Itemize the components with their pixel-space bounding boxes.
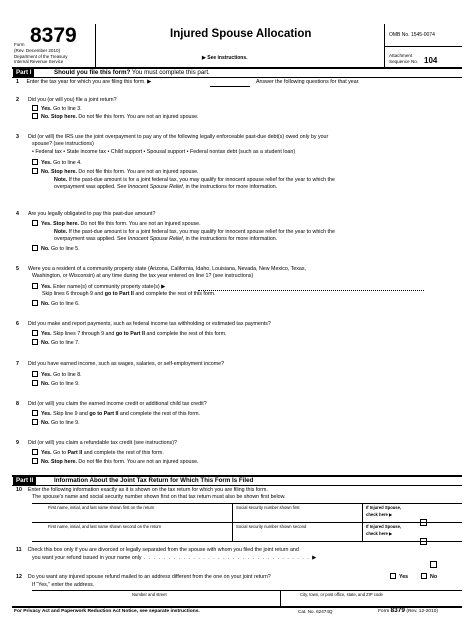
line11-text2: you want your refund issued in your name only . . . . . . . . . . . . . . . . . . . . . . . . . . . . . . . . . . ▶ — [32, 555, 318, 561]
footer-form: Form 8379 (Rev. 12-2010) — [378, 607, 438, 614]
table-mid — [32, 522, 462, 523]
line4-no-checkbox[interactable] — [32, 245, 38, 251]
cat-number: Cat. No. 62474Q — [298, 609, 333, 614]
line5-skip: Skip lines 6 through 9 and go to Part II and complete the rest of this form. — [42, 291, 216, 297]
line10-text1: 10 Enter the following information exactly as it is shown on the tax return for which you are filing this form. — [16, 487, 268, 493]
line9-no-checkbox[interactable] — [32, 458, 38, 464]
table-col-check — [362, 503, 363, 541]
line12-yes-checkbox[interactable] — [390, 573, 396, 579]
part1-label: Part I — [13, 69, 34, 77]
line2-yes[interactable]: Yes. Go to line 3. — [32, 105, 82, 112]
line1: 1 Enter the tax year for which you are filing this form. ▶ — [16, 79, 152, 85]
line9-no[interactable]: No. Stop here. Do not file this form. You are not an injured spouse. — [32, 458, 199, 465]
part1-rule — [12, 77, 462, 78]
line12-no[interactable]: No — [421, 573, 437, 580]
table-top — [32, 503, 462, 504]
privacy-notice: For Privacy Act and Paperwork Reduction Act Notice, see separate instructions. — [14, 609, 200, 614]
line5-yes[interactable]: Yes. Enter name(s) of community property state(s) ▶ — [32, 283, 165, 290]
line8-yes-checkbox[interactable] — [32, 410, 38, 416]
header-divider-left — [95, 24, 96, 67]
line3-yes-checkbox[interactable] — [32, 159, 38, 165]
line8-no-checkbox[interactable] — [32, 419, 38, 425]
line3-debts: • Federal tax • State income tax • Child support • Spousal support • Federal nontax debt (such as a student loan) — [32, 149, 296, 155]
line5-no[interactable]: No. Go to line 6. — [32, 300, 80, 307]
line4-yes-checkbox[interactable] — [32, 220, 38, 226]
injured-second-label2: check here ▶ — [366, 531, 393, 536]
city-label: City, town, or post office, state, and ZIP code — [300, 592, 383, 597]
rev-date: (Rev. December 2010) — [14, 48, 61, 53]
table-bottom — [32, 541, 462, 542]
line3-no-checkbox[interactable] — [32, 168, 38, 174]
line3-note2: overpayment was applied. See Innocent Spouse Relief, in the instructions for more information. — [54, 184, 278, 190]
name-second-label: First name, initial, and last name shown second on the return — [48, 524, 162, 529]
omb-divider — [384, 46, 462, 47]
city-input[interactable] — [281, 597, 462, 606]
table-col-ssn — [232, 503, 233, 541]
street-input[interactable] — [32, 597, 280, 606]
line7-no-checkbox[interactable] — [32, 380, 38, 386]
line11-text1: 11 Check this box only if you are divorced or legally separated from the spouse with whom you filed the joint return and — [16, 547, 299, 553]
see-instructions: ▶ See instructions. — [202, 55, 248, 61]
line5-yes-checkbox[interactable] — [32, 283, 38, 289]
line6-no[interactable]: No. Go to line 7. — [32, 339, 80, 346]
irs-text: Internal Revenue Service — [14, 59, 64, 64]
line9-question: 9 Did (or will) you claim a refundable tax credit (see instructions)? — [16, 440, 177, 446]
address-top — [32, 590, 462, 591]
line5-no-checkbox[interactable] — [32, 300, 38, 306]
part2-rule — [12, 485, 462, 486]
omb-number: OMB No. 1545-0074 — [389, 32, 435, 38]
line9-yes-checkbox[interactable] — [32, 449, 38, 455]
sequence-label: Sequence No. — [389, 59, 419, 64]
line7-no[interactable]: No. Go to line 9. — [32, 380, 80, 387]
street-label: Number and street — [132, 592, 167, 597]
form-title: Injured Spouse Allocation — [170, 28, 312, 40]
part2-title: Information About the Joint Tax Return for Which This Form Is Filed — [54, 477, 254, 484]
line8-no[interactable]: No. Go to line 9. — [32, 419, 80, 426]
line12-no-checkbox[interactable] — [421, 573, 427, 579]
line4-note2: overpayment was applied. See Innocent Spouse Relief, in the instructions for more information. — [54, 236, 278, 242]
injured-first-checkbox[interactable] — [420, 512, 430, 530]
line5-q1: 5 Were you a resident of a community property state (Arizona, California, Idaho, Louisiana, Nevada, New Mexico, Texas, — [16, 266, 306, 272]
line2-yes-checkbox[interactable] — [32, 105, 38, 111]
injured-first-label1: If Injured Spouse, — [366, 505, 402, 510]
line10-text2: The spouse's name and social security number shown first on that tax return must also be shown first below. — [32, 494, 286, 500]
part2-label: Part II — [13, 477, 36, 485]
ssn-second-label: Social security number shown second — [236, 524, 307, 529]
dept-text: Department of the Treasury — [14, 54, 68, 59]
line12-yes[interactable]: Yes — [390, 573, 408, 580]
line3-note1: Note. If the past-due amount is for a joint federal tax, you may qualify for innocent spouse relief for the year to which the — [54, 177, 335, 183]
part1-title: Should you file this form? You must complete this part. — [54, 69, 210, 76]
injured-first-label2: check here ▶ — [366, 512, 393, 517]
injured-second-label1: If Injured Spouse, — [366, 524, 402, 529]
injured-second-checkbox[interactable] — [420, 531, 430, 549]
line8-question: 8 Did (or will) you claim the earned income credit or additional child tax credit? — [16, 401, 207, 407]
line8-yes[interactable]: Yes. Skip line 9 and go to Part II and complete the rest of this form. — [32, 410, 200, 417]
line9-yes[interactable]: Yes. Go to Part II and complete the rest of this form. — [32, 449, 164, 456]
line4-no[interactable]: No. Go to line 5. — [32, 245, 80, 252]
tax-year-input[interactable] — [210, 86, 250, 87]
line7-yes-checkbox[interactable] — [32, 371, 38, 377]
line11-checkbox[interactable] — [430, 554, 440, 572]
line6-no-checkbox[interactable] — [32, 339, 38, 345]
line6-yes[interactable]: Yes. Skip lines 7 through 9 and go to Part II and complete the rest of this form. — [32, 330, 227, 337]
line2-question: 2 Did you (or will you) file a joint return? — [16, 97, 117, 103]
line1-after: Answer the following questions for that year. — [256, 79, 360, 85]
line3-no[interactable]: No. Stop here. Do not file this form. You are not an injured spouse. — [32, 168, 199, 175]
form-word: Form — [14, 42, 25, 47]
ssn-first-label: Social security number shown first — [236, 505, 300, 510]
line4-question: 4 Are you legally obligated to pay this past-due amount? — [16, 211, 156, 217]
line2-no-checkbox[interactable] — [32, 113, 38, 119]
line6-question: 6 Did you make and report payments, such as federal income tax withholding or estimated tax payments? — [16, 321, 271, 327]
line3-yes[interactable]: Yes. Go to line 4. — [32, 159, 82, 166]
form-number: 8379 — [30, 24, 77, 47]
line5-q2: Washington, or Wisconsin) at any time during the tax year entered on line 1? (see instructions) — [32, 273, 254, 279]
line4-note1: Note. If the past-due amount is for a joint federal tax, you may qualify for innocent spouse relief for the year to which the — [54, 229, 335, 235]
line12-text2: If “Yes,” enter the address. — [32, 582, 95, 588]
line6-yes-checkbox[interactable] — [32, 330, 38, 336]
line4-yes[interactable]: Yes. Stop here. Do not file this form. You are not an injured spouse. — [32, 220, 201, 227]
attachment-label: Attachment — [389, 53, 413, 58]
line7-yes[interactable]: Yes. Go to line 8. — [32, 371, 82, 378]
name-first-label: First name, initial, and last name shown first on the return — [48, 505, 155, 510]
line12-text1: 12 Do you want any injured spouse refund mailed to an address different from the one on your joint return? — [16, 574, 271, 580]
line2-no[interactable]: No. Stop here. Do not file this form. You are not an injured spouse. — [32, 113, 199, 120]
line3-q1: 3 Did (or will) the IRS use the joint overpayment to pay any of the following legally enforceable past-due debt(s) owed only by your — [16, 134, 329, 140]
sequence-number: 104 — [424, 56, 438, 65]
community-state-input[interactable] — [198, 290, 424, 291]
line3-q2: spouse? (see instructions) — [32, 141, 94, 147]
line7-question: 7 Did you have earned income, such as wages, salaries, or self-employment income? — [16, 361, 225, 367]
